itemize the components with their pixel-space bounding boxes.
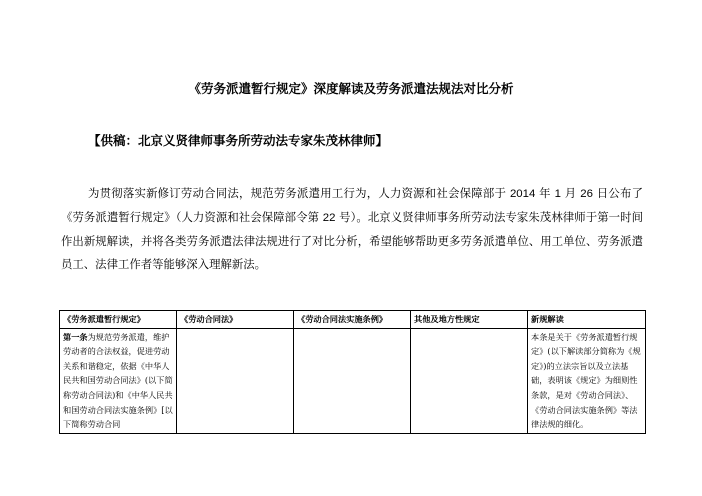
cell-article-1-contract-law [177, 328, 294, 433]
intro-year: 2014 [509, 188, 536, 200]
cell-article-1-local-regulations [411, 328, 528, 433]
cell-article-1-implementing-regulations [294, 328, 411, 433]
header-implementing-regulations: 《劳动合同法实施条例》 [294, 311, 411, 329]
intro-text-4: 日公布了《劳务派遣暂行规定》（人力资源和社会保障部令第 [61, 186, 644, 224]
cell-article-1-interpretation: 本条是关于《劳务派遣暂行规定》(以下解读部分简称为《规定》)的立法宗旨以及立法基础，表明该《规定》为细则性条款，是对《劳动合同法》、《劳动合同法实施条例》等法律法规的细化。 [528, 328, 646, 433]
intro-paragraph [61, 182, 643, 276]
intro-day: 26 [580, 188, 593, 200]
intro-month: 1 [554, 188, 561, 200]
intro-text-5: 号）。北京义贤律师事务所劳动法专家朱茂林律师于第一时间作出新规解读，并将各类劳务派遣法律法规进行了对比分析，希望能够帮助更多劳务派遣单位、用工单位、劳务派遣员工、法律工作者等能够深入理解新法。 [61, 210, 643, 271]
intro-order-number: 22 [322, 212, 336, 224]
document-title: 《劳务派遣暂行规定》深度解读及劳务派遣法规法对比分析 [188, 81, 514, 96]
byline: 【供稿：北京义贤律师事务所劳动法专家朱茂林律师】 [88, 133, 389, 148]
intro-text-1: 为贯彻落实新修订劳动合同法，规范劳务派遣用工行为，人力资源和社会保障部于 [88, 186, 510, 200]
cell-article-1-rules [60, 328, 177, 433]
table-header-row [60, 311, 646, 329]
table-row [60, 328, 646, 433]
intro-text-3: 月 [560, 186, 581, 200]
header-local-regulations: 其他及地方性规定 [411, 311, 528, 329]
header-labor-contract-law: 《劳动合同法》 [177, 311, 294, 329]
comparison-table [59, 310, 646, 434]
header-interpretation: 新规解读 [528, 311, 646, 329]
header-labor-dispatch-rules: 《劳务派遣暂行规定》 [60, 311, 177, 329]
article-text: 为规范劳务派遣，维护劳动者的合法权益，促进劳动关系和谐稳定，依据《中华人民共和国劳动合同法》(以下简称劳动合同法)和《中华人民共和国劳动合同法实施条例》[以下简称劳动合同 [63, 331, 173, 430]
intro-text-2: 年 [535, 186, 555, 200]
article-label: 第一条 [63, 331, 88, 342]
